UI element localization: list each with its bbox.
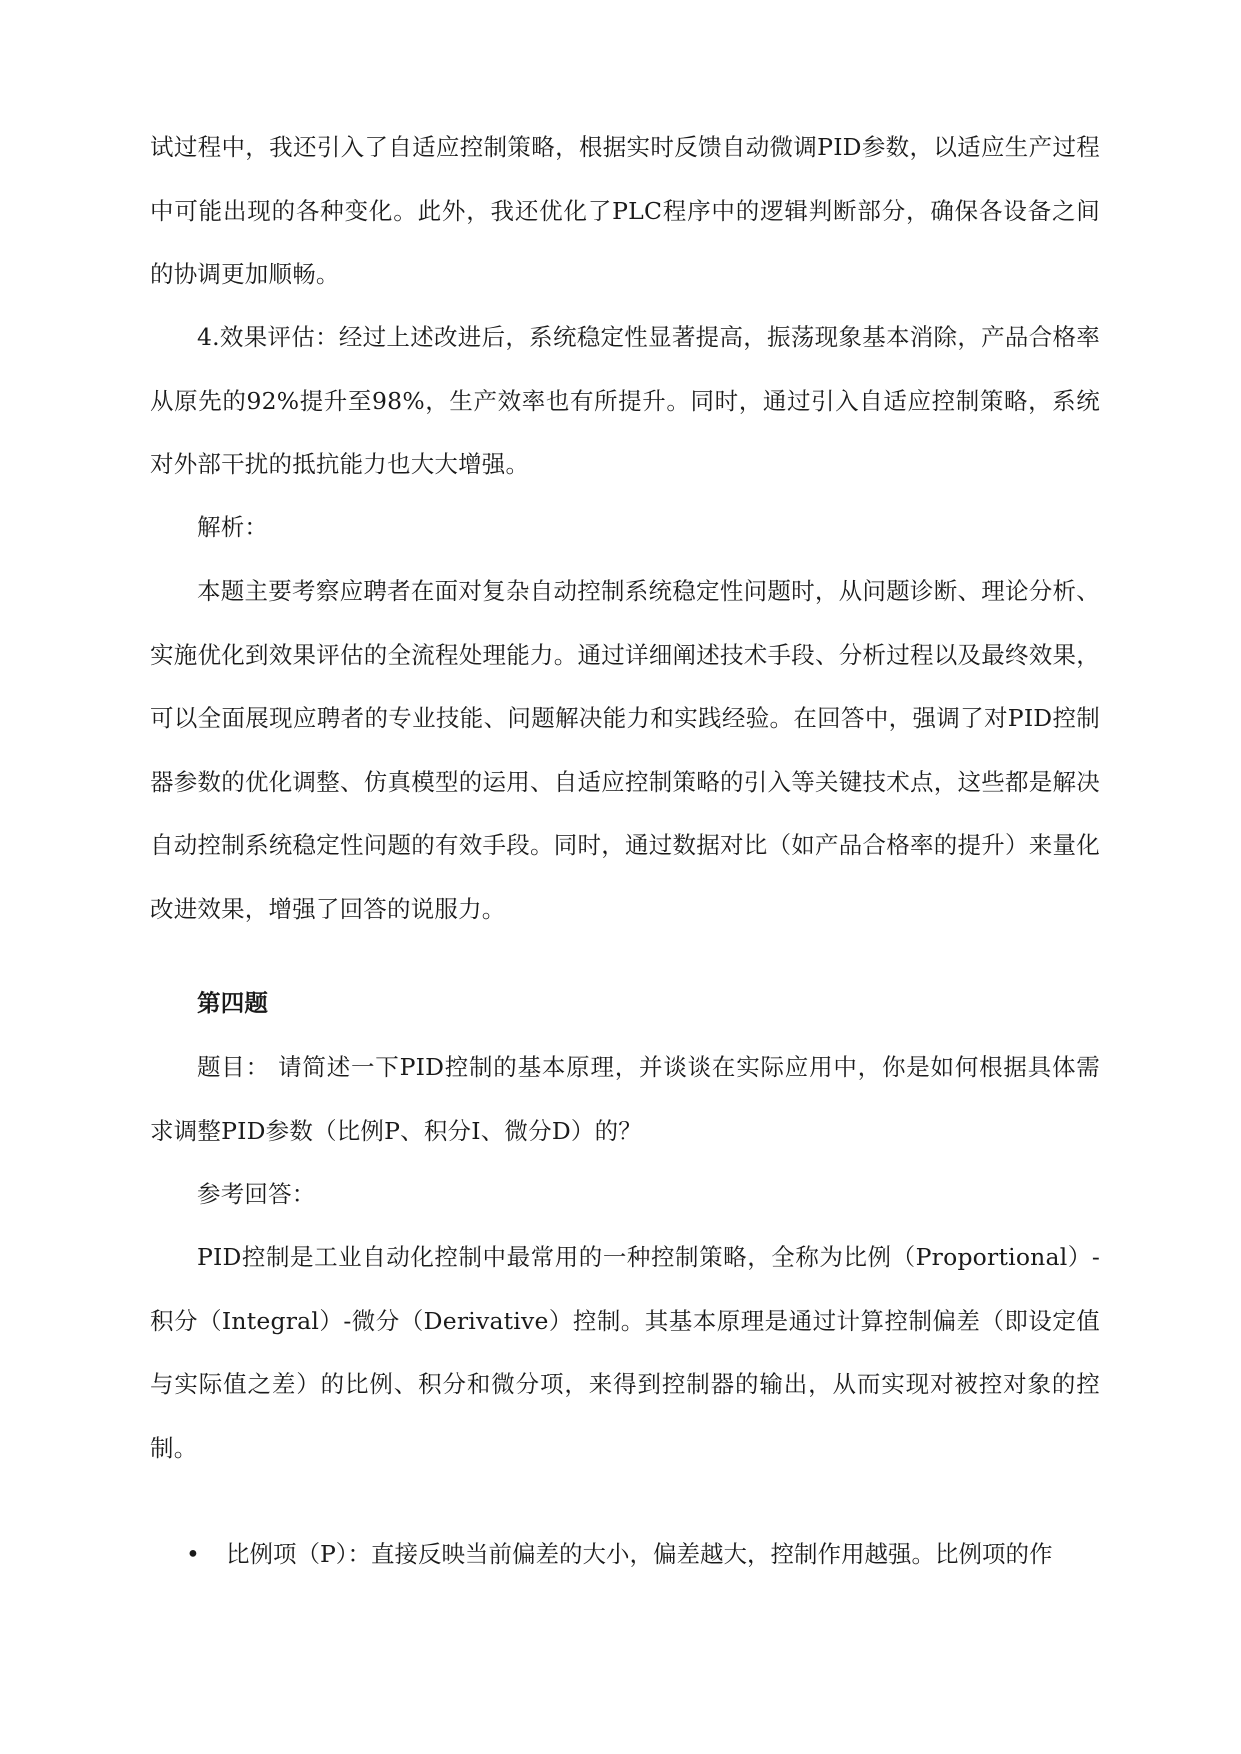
bullet-text-proportional: 比例项（P）：直接反映当前偏差的大小，偏差越大，控制作用越强。比例项的作 [226, 1540, 1053, 1568]
paragraph-pid-principle: PID控制是工业自动化控制中最常用的一种控制策略，全称为比例（Proportional）-积分（Integral）-微分（Derivative）控制。其基本原理是通过计算控制偏差（即设定值与实际值之差）的比例、积分和微分项，来得到控制器的输出，从而实现对被控对象的控制。 [150, 1243, 1100, 1462]
paragraph-analysis: 本题主要考察应聘者在面对复杂自动控制系统稳定性问题时，从问题诊断、理论分析、实施优化到效果评估的全流程处理能力。通过详细阐述技术手段、分析过程以及最终效果，可以全面展现应聘者的专业技能、问题解决能力和实践经验。在回答中，强调了对PID控制器参数的优化调整、仿真模型的运用、自适应控制策略的引入等关键技术点，这些都是解决自动控制系统稳定性问题的有效手段。同时，通过数据对比（如产品合格率的提升）来量化改进效果，增强了回答的说服力。 [150, 577, 1100, 923]
paragraph-tuning-process: 试过程中，我还引入了自适应控制策略，根据实时反馈自动微调PID参数，以适应生产过程中可能出现的各种变化。此外，我还优化了PLC程序中的逻辑判断部分，确保各设备之间的协调更加顺畅。 [150, 133, 1100, 288]
analysis-label: 解析： [197, 513, 269, 541]
paragraph-effect-evaluation: 4.效果评估：经过上述改进后，系统稳定性显著提高，振荡现象基本消除，产品合格率从原先的92%提升至98%，生产效率也有所提升。同时，通过引入自适应控制策略，系统对外部干扰的抵抗能力也大大增强。 [150, 323, 1100, 478]
section-heading: 第四题 [197, 989, 269, 1017]
reference-answer-label: 参考回答： [197, 1180, 316, 1208]
bullet-icon: • [186, 1540, 200, 1568]
question-text: 题目： 请简述一下PID控制的基本原理，并谈谈在实际应用中，你是如何根据具体需求调整PID参数（比例P、积分I、微分D）的？ [150, 1053, 1100, 1145]
